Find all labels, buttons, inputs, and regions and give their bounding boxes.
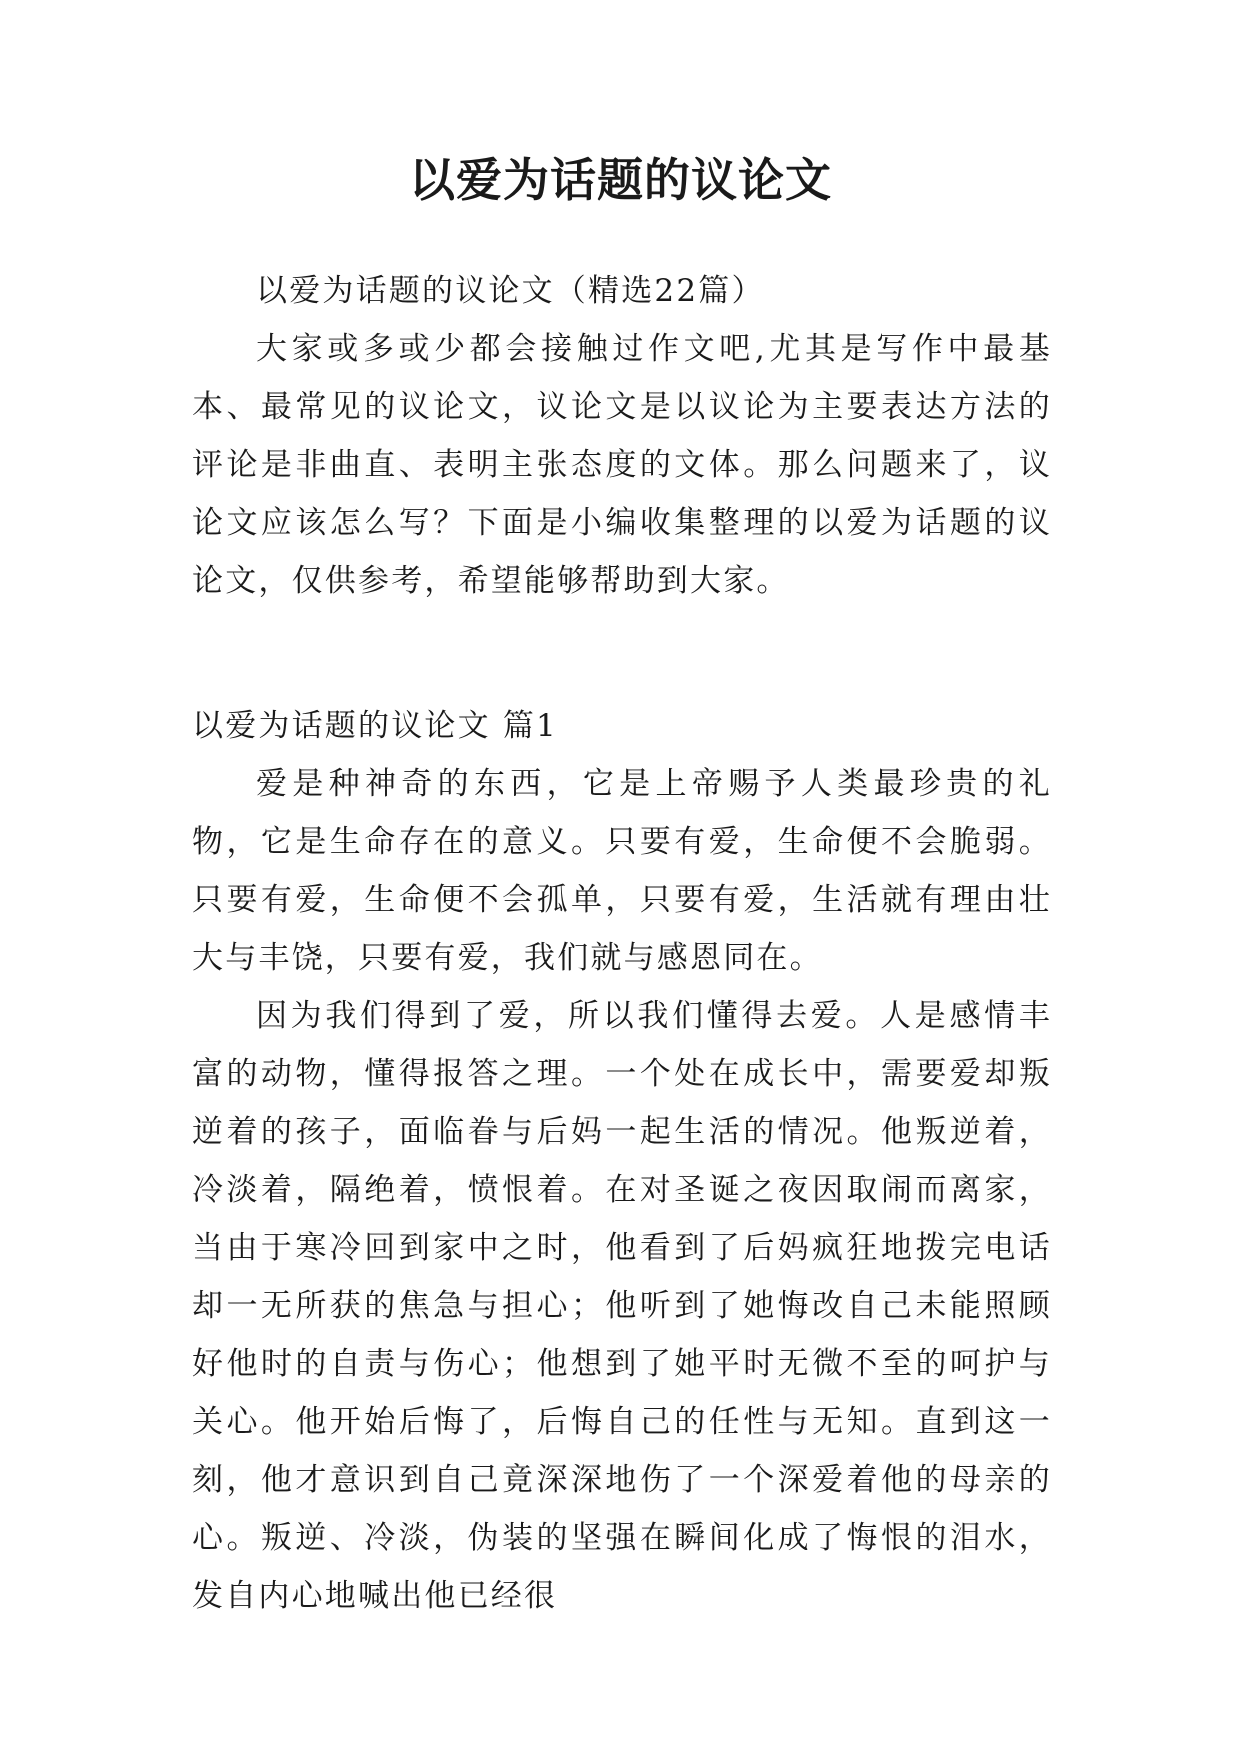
body-paragraph: 因为我们得到了爱，所以我们懂得去爱。人是感情丰富的动物，懂得报答之理。一个处在成长中，需要爱却叛逆着的孩子，面临眷与后妈一起生活的情况。他叛逆着，冷淡着，隔绝着，愤恨着。在对圣诞之夜因取闹而离家，当由于寒冷回到家中之时，他看到了后妈疯狂地拨完电话却一无所获的焦急与担心；他听到了她悔改自己未能照顾好他时的自责与伤心；他想到了她平时无微不至的呵护与关心。他开始后悔了，后悔自己的任性与无知。直到这一刻，他才意识到自己竟深深地伤了一个深爱着他的母亲的心。叛逆、冷淡，伪装的坚强在瞬间化成了悔恨的泪水，发自内心地喊出他已经很 [192,998,1052,1614]
section-heading: 以爱为话题的议论文 篇1 [192,708,558,744]
section-1 [192,697,1052,1625]
intro-block [192,262,1052,610]
intro-paragraph: 大家或多或少都会接触过作文吧,尤其是写作中最基本、最常见的议论文，议论文是以议论为主要表达方法的评论是非曲直、表明主张态度的文体。那么问题来了，议论文应该怎么写？下面是小编收集整理的以爱为话题的议论文，仅供参考，希望能够帮助到大家。 [192,331,1052,599]
document-subtitle: 以爱为话题的议论文（精选22篇） [256,273,765,309]
document-title: 以爱为话题的议论文 [409,153,832,207]
body-paragraph: 爱是种神奇的东西，它是上帝赐予人类最珍贵的礼物，它是生命存在的意义。只要有爱，生命便不会脆弱。只要有爱，生命便不会孤单，只要有爱，生活就有理由壮大与丰饶，只要有爱，我们就与感恩同在。 [192,766,1052,976]
